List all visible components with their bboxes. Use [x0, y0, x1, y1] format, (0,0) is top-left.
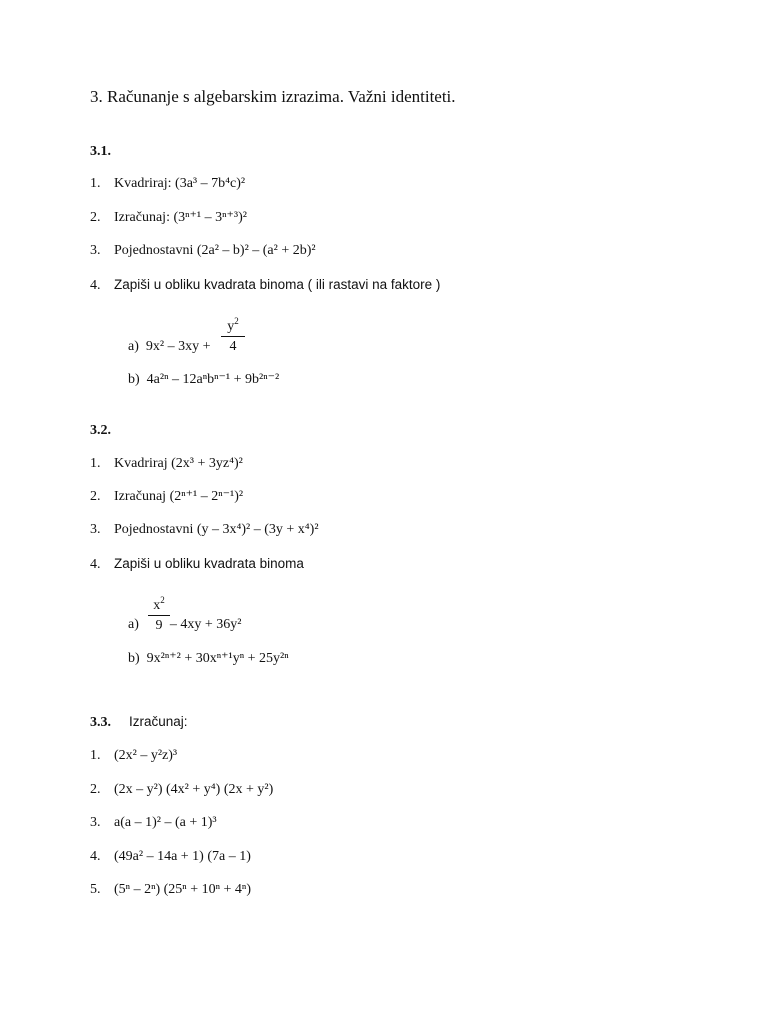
item-text: (49a² – 14a + 1) (7a – 1) [114, 849, 251, 864]
exercise-3-1-1 [90, 175, 245, 193]
subitem-label: a) [128, 339, 139, 354]
item-text: (2x² – y²z)³ [114, 748, 178, 763]
item-number: 2. [90, 210, 101, 225]
item-text: Pojednostavni (2a² – b)² – (a² + 2b)² [114, 243, 316, 258]
exercise-3-1-4a [128, 338, 210, 356]
section-label-3-1: 3.1. [90, 144, 111, 159]
item-text: (2x – y²) (4x² + y⁴) (2x + y²) [114, 782, 274, 797]
exercise-3-3-2 [90, 781, 273, 799]
item-text: Zapiši u obliku kvadrata binoma ( ili rastavi na faktore ) [114, 277, 441, 292]
exercise-3-3-1 [90, 747, 177, 765]
exercise-3-3-5 [90, 881, 251, 899]
subitem-text: 4a²ⁿ – 12aⁿbⁿ⁻¹ + 9b²ⁿ⁻² [146, 372, 280, 387]
section-label-3-3: 3.3. [90, 715, 111, 730]
exercise-3-3-4 [90, 848, 251, 866]
exercise-3-2-3 [90, 521, 319, 539]
section-label-3-2: 3.2. [90, 423, 111, 438]
item-number: 3. [90, 243, 101, 258]
exercise-3-2-4b [128, 650, 289, 668]
item-number: 3. [90, 522, 101, 537]
item-text: Zapiši u obliku kvadrata binoma [114, 556, 304, 571]
item-number: 2. [90, 489, 101, 504]
item-text: a(a – 1)² – (a + 1)³ [114, 815, 217, 830]
exercise-3-1-4b [128, 371, 279, 389]
page-title: 3. Računanje s algebarskim izrazima. Važni identiteti. [90, 87, 456, 106]
exercise-3-1-3 [90, 242, 316, 260]
item-number: 1. [90, 176, 101, 191]
item-text: Kvadriraj (2x³ + 3yz⁴)² [114, 456, 243, 471]
item-text: Pojednostavni (y – 3x⁴)² – (3y + x⁴)² [114, 522, 319, 537]
exercise-3-1-2 [90, 209, 247, 227]
item-number: 1. [90, 748, 101, 763]
subitem-text: – 4xy + 36y² [169, 617, 242, 632]
exercise-3-3-3 [90, 814, 217, 832]
subitem-label: b) [128, 651, 140, 666]
item-number: 4. [90, 557, 101, 572]
subitem-label: a) [128, 617, 139, 632]
fraction-y2-over-4 [221, 313, 245, 355]
item-number: 4. [90, 849, 101, 864]
exercise-3-2-4a [128, 616, 241, 634]
item-number: 2. [90, 782, 101, 797]
subitem-text: 9x² – 3xy + [145, 339, 211, 354]
exercise-3-2-4 [90, 555, 304, 574]
item-number: 4. [90, 278, 101, 293]
fraction-numerator: $x^2$ [148, 592, 170, 616]
exercise-3-2-1 [90, 455, 243, 473]
item-text: Izračunaj (2ⁿ⁺¹ – 2ⁿ⁻¹)² [114, 489, 244, 504]
item-text: Kvadriraj: (3a³ – 7b⁴c)² [114, 176, 246, 191]
item-number: 5. [90, 882, 101, 897]
exercise-3-1-4 [90, 276, 440, 295]
fraction-denominator: 9 [155, 618, 163, 633]
exercise-3-2-2 [90, 488, 243, 506]
fraction-denominator: 4 [229, 339, 237, 354]
subitem-text: 9x²ⁿ⁺² + 30xⁿ⁺¹yⁿ + 25y²ⁿ [146, 651, 289, 666]
subitem-label: b) [128, 372, 140, 387]
fraction-numerator: $y^2$ [221, 313, 245, 337]
section-intro: Izračunaj: [129, 714, 188, 729]
item-text: Izračunaj: (3ⁿ⁺¹ – 3ⁿ⁺³)² [114, 210, 247, 225]
item-number: 1. [90, 456, 101, 471]
section-heading-3-3 [90, 713, 188, 732]
item-text: (5ⁿ – 2ⁿ) (25ⁿ + 10ⁿ + 4ⁿ) [114, 882, 251, 897]
item-number: 3. [90, 815, 101, 830]
